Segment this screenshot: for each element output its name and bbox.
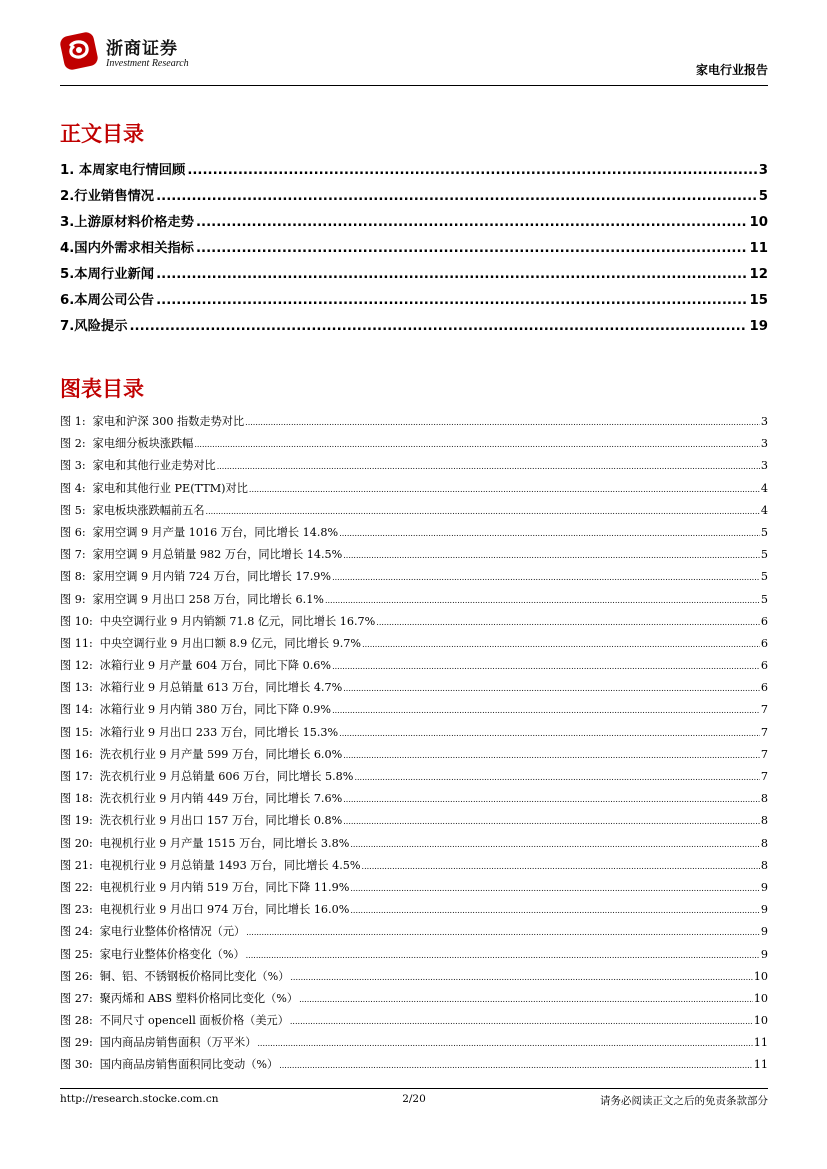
- figure-page: 6: [760, 636, 768, 650]
- figure-caption: 家电行业整体价格变化（%）: [99, 947, 245, 961]
- page-number: 2/20: [402, 1093, 426, 1105]
- toc-item[interactable]: 1. 本周家电行情回顾 ..... 3: [60, 158, 768, 184]
- figures-title: 图表目录: [60, 377, 144, 401]
- dot-leader: [194, 434, 760, 456]
- figure-page: 6: [760, 614, 768, 628]
- dot-leader: [343, 789, 760, 811]
- figure-list-item[interactable]: [60, 411, 768, 433]
- figure-number: 图 19:: [60, 814, 93, 828]
- figure-list-item[interactable]: [60, 744, 768, 766]
- figure-caption: 铜、铝、不锈钢板价格同比变化（%）: [99, 969, 290, 983]
- figure-caption: 国内商品房销售面积（万平米）: [99, 1036, 257, 1050]
- figure-page: 9: [760, 947, 768, 961]
- figure-number: 图 17:: [60, 770, 93, 783]
- figure-number: 图 13:: [60, 681, 93, 695]
- dot-leader: [246, 922, 760, 944]
- logo-chinese-name: 浙商证券: [106, 39, 178, 59]
- toc-item[interactable]: 3.上游原材料价格走势 ..... 10: [60, 210, 768, 236]
- figure-number: 图 29:: [60, 1036, 93, 1050]
- figure-list-item[interactable]: [60, 722, 768, 744]
- figure-caption: 中央空调行业 9 月出口额 8.9 亿元，同比增长 9.7%: [99, 636, 362, 650]
- footer-url[interactable]: http://research.stocke.com.cn: [60, 1093, 219, 1105]
- figure-list-item[interactable]: [60, 655, 768, 677]
- figure-page: 3: [760, 415, 768, 428]
- figure-page: 7: [760, 703, 768, 717]
- figure-page: 3: [760, 437, 768, 451]
- figure-page: 5: [760, 592, 768, 606]
- figure-number: 图 10:: [60, 614, 93, 628]
- list-of-figures: [60, 411, 768, 1077]
- dot-leader: [343, 811, 760, 833]
- figure-list-item[interactable]: [60, 944, 768, 966]
- toc-item[interactable]: 4.国内外需求相关指标 ..... 11: [60, 236, 768, 262]
- figure-caption: 洗衣机行业 9 月出口 157 万台，同比增长 0.8%: [99, 814, 343, 828]
- figure-page: 8: [760, 858, 768, 872]
- figure-list-item[interactable]: [60, 988, 768, 1010]
- dot-leader: [290, 1011, 753, 1033]
- dot-leader: [290, 967, 752, 989]
- figure-caption: 家用空调 9 月产量 1016 万台，同比增长 14.8%: [92, 525, 339, 539]
- figure-caption: 电视机行业 9 月总销量 1493 万台，同比增长 4.5%: [99, 858, 361, 872]
- figure-page: 7: [760, 725, 768, 739]
- figure-number: 图 3:: [60, 459, 86, 473]
- figure-list-item[interactable]: [60, 566, 768, 588]
- figure-caption: 家用空调 9 月内销 724 万台，同比增长 17.9%: [92, 570, 332, 584]
- figure-number: 图 30:: [60, 1058, 93, 1072]
- header-divider: [60, 85, 768, 86]
- figure-list-item[interactable]: [60, 966, 768, 988]
- page-footer: [60, 1088, 768, 1108]
- company-logo-icon: [60, 32, 98, 72]
- figure-list-item[interactable]: [60, 589, 768, 611]
- dot-leader: [279, 1055, 753, 1077]
- dot-leader: [343, 545, 760, 567]
- dot-leader: [339, 723, 760, 745]
- figure-number: 图 6:: [60, 525, 86, 539]
- figure-caption: 家电板块涨跌幅前五名: [92, 503, 205, 517]
- figure-list-item[interactable]: [60, 611, 768, 633]
- dot-leader: [325, 590, 760, 612]
- figure-page: 6: [760, 659, 768, 673]
- figure-caption: 电视机行业 9 月产量 1515 万台，同比增长 3.8%: [99, 836, 350, 850]
- figure-page: 5: [760, 525, 768, 539]
- figure-list-item[interactable]: [60, 455, 768, 477]
- figure-caption: 家电行业整体价格情况（元）: [99, 925, 246, 939]
- figure-caption: 冰箱行业 9 月内销 380 万台，同比下降 0.9%: [99, 703, 332, 717]
- figure-page: 8: [760, 792, 768, 806]
- figure-page: 4: [760, 503, 768, 517]
- figure-number: 图 9:: [60, 592, 86, 606]
- figure-number: 图 27:: [60, 991, 93, 1005]
- figure-page: 9: [760, 880, 768, 894]
- figure-list-item[interactable]: [60, 899, 768, 921]
- figure-list-item[interactable]: [60, 877, 768, 899]
- figure-list-item[interactable]: [60, 788, 768, 810]
- page-header: [60, 28, 768, 88]
- figure-caption: 冰箱行业 9 月总销量 613 万台，同比增长 4.7%: [99, 681, 343, 695]
- figure-page: 10: [753, 1014, 768, 1028]
- figure-page: 7: [760, 770, 768, 783]
- figure-list-item[interactable]: [60, 1054, 768, 1076]
- figure-number: 图 5:: [60, 503, 86, 517]
- figure-caption: 聚丙烯和 ABS 塑料价格同比变化（%）: [99, 991, 299, 1005]
- toc-item[interactable]: 6.本周公司公告 ..... 15: [60, 288, 768, 314]
- figure-caption: 电视机行业 9 月出口 974 万台，同比增长 16.0%: [99, 903, 350, 917]
- figure-caption: 电视机行业 9 月内销 519 万台，同比下降 11.9%: [99, 880, 350, 894]
- dot-leader: [332, 700, 760, 722]
- figure-caption: 家电和其他行业走势对比: [92, 459, 216, 473]
- figure-list-item[interactable]: [60, 855, 768, 877]
- dot-leader: [343, 745, 760, 767]
- figure-page: 6: [760, 681, 768, 695]
- dot-leader: [343, 678, 760, 700]
- dot-leader: [376, 612, 760, 634]
- figure-caption: 家电细分板块涨跌幅: [92, 437, 194, 451]
- report-type: 家电行业报告: [695, 63, 768, 77]
- figure-list-item[interactable]: [60, 677, 768, 699]
- figure-list-item[interactable]: [60, 433, 768, 455]
- figure-number: 图 18:: [60, 792, 93, 806]
- dot-leader: [354, 767, 759, 789]
- figure-page: 4: [760, 481, 768, 495]
- figure-number: 图 12:: [60, 659, 93, 673]
- figure-list-item[interactable]: [60, 544, 768, 566]
- footer-divider: [60, 1088, 768, 1089]
- figure-list-item[interactable]: [60, 921, 768, 943]
- figure-number: 图 23:: [60, 903, 93, 917]
- figure-page: 11: [753, 1036, 768, 1050]
- dot-leader: [249, 479, 760, 501]
- dot-leader: [299, 989, 753, 1011]
- figure-caption: 家电和沪深 300 指数走势对比: [92, 415, 245, 428]
- figure-page: 11: [753, 1058, 768, 1072]
- logo-english-name: Investment Research: [106, 58, 189, 69]
- dot-leader: [362, 634, 760, 656]
- figure-number: 图 14:: [60, 703, 93, 717]
- figure-caption: 冰箱行业 9 月出口 233 万台，同比增长 15.3%: [99, 725, 339, 739]
- figure-number: 图 21:: [60, 858, 93, 872]
- figure-caption: 不同尺寸 opencell 面板价格（美元）: [99, 1014, 289, 1028]
- figure-page: 8: [760, 836, 768, 850]
- figure-caption: 国内商品房销售面积同比变动（%）: [99, 1058, 279, 1072]
- figure-number: 图 15:: [60, 725, 93, 739]
- figure-number: 图 25:: [60, 947, 93, 961]
- figure-number: 图 24:: [60, 925, 93, 939]
- figure-number: 图 4:: [60, 481, 86, 495]
- figure-list-item[interactable]: [60, 1032, 768, 1054]
- figure-list-item[interactable]: [60, 1010, 768, 1032]
- dot-leader: [246, 945, 760, 967]
- table-of-contents: [60, 158, 768, 340]
- dot-leader: [332, 567, 760, 589]
- figure-number: 图 20:: [60, 836, 93, 850]
- figure-page: 10: [753, 969, 768, 983]
- dot-leader: [206, 501, 760, 523]
- figure-page: 5: [760, 548, 768, 562]
- disclaimer-note: 请务必阅读正文之后的免责条款部分: [600, 1095, 768, 1107]
- figure-list-item[interactable]: [60, 810, 768, 832]
- dot-leader: [362, 856, 760, 878]
- figure-list-item[interactable]: [60, 833, 768, 855]
- figure-number: 图 2:: [60, 437, 86, 451]
- figure-number: 图 11:: [60, 636, 93, 650]
- dot-leader: [339, 523, 760, 545]
- figure-number: 图 22:: [60, 880, 93, 894]
- figure-caption: 中央空调行业 9 月内销额 71.8 亿元，同比增长 16.7%: [99, 614, 376, 628]
- figure-caption: 家用空调 9 月出口 258 万台，同比增长 6.1%: [92, 592, 324, 606]
- figure-list-item[interactable]: [60, 766, 768, 788]
- figure-number: 图 28:: [60, 1014, 93, 1028]
- figure-number: 图 16:: [60, 747, 93, 761]
- toc-item[interactable]: 2.行业销售情况 ..... 5: [60, 184, 768, 210]
- figure-page: 9: [760, 903, 768, 917]
- figure-number: 图 26:: [60, 969, 93, 983]
- toc-title: 正文目录: [60, 122, 144, 146]
- figure-list-item[interactable]: [60, 633, 768, 655]
- figure-list-item[interactable]: [60, 478, 768, 500]
- figure-page: 10: [753, 991, 768, 1005]
- dot-leader: [217, 456, 760, 478]
- figure-page: 5: [760, 570, 768, 584]
- toc-item[interactable]: 7.风险提示 ..... 19: [60, 314, 768, 340]
- dot-leader: [257, 1033, 752, 1055]
- figure-caption: 洗衣机行业 9 月总销量 606 万台，同比增长 5.8%: [99, 770, 354, 783]
- figure-page: 7: [760, 747, 768, 761]
- figure-page: 8: [760, 814, 768, 828]
- dot-leader: [350, 878, 760, 900]
- figure-page: 9: [760, 925, 768, 939]
- figure-list-item[interactable]: [60, 500, 768, 522]
- dot-leader: [350, 900, 760, 922]
- figure-number: 图 1:: [60, 415, 86, 428]
- figure-list-item[interactable]: [60, 522, 768, 544]
- figure-list-item[interactable]: [60, 699, 768, 721]
- figure-caption: 家电和其他行业 PE(TTM)对比: [92, 481, 248, 495]
- figure-caption: 冰箱行业 9 月产量 604 万台，同比下降 0.6%: [99, 659, 332, 673]
- figure-number: 图 8:: [60, 570, 86, 584]
- dot-leader: [332, 656, 760, 678]
- dot-leader: [245, 412, 760, 434]
- figure-caption: 洗衣机行业 9 月产量 599 万台，同比增长 6.0%: [99, 747, 343, 761]
- toc-item[interactable]: 5.本周行业新闻 ..... 12: [60, 262, 768, 288]
- dot-leader: [350, 834, 760, 856]
- figure-number: 图 7:: [60, 548, 86, 562]
- figure-page: 3: [760, 459, 768, 473]
- figure-caption: 家用空调 9 月总销量 982 万台，同比增长 14.5%: [92, 548, 343, 562]
- figure-caption: 洗衣机行业 9 月内销 449 万台，同比增长 7.6%: [99, 792, 343, 806]
